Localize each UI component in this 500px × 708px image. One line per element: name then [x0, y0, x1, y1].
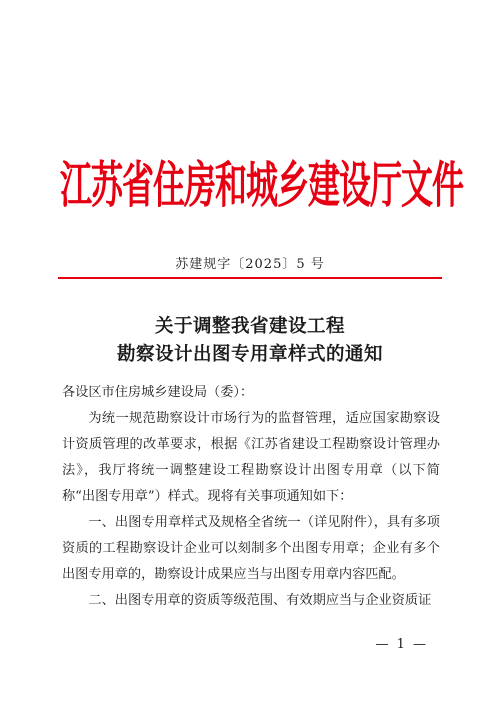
page-number: — 1 —: [375, 637, 428, 652]
paragraph-intro: 为统一规范勘察设计市场行为的监督管理，适应国家勘察设计资质管理的改革要求，根据《江苏省建设工程勘察设计管理办法》，我厅将统一调整建设工程勘察设计出图专用章（以下简称“出图专用章”）样式。现将有关事项通知如下：: [62, 411, 440, 504]
body-paragraphs: [62, 406, 440, 614]
paragraph-item-1: 一、出图专用章样式及规格全省统一（详见附件），具有多项资质的工程勘察设计企业可以刻制多个出图专用章；企业有多个出图专用章的，勘察设计成果应当与出图专用章内容匹配。: [62, 515, 440, 582]
document-masthead: 江苏省住房和城乡建设厅文件: [60, 155, 464, 215]
paragraph-item-2: 二、出图专用章的资质等级范围、有效期应当与企业资质证: [88, 593, 432, 608]
title-line-1: 关于调整我省建设工程: [154, 316, 345, 337]
title-line-2: 勘察设计出图专用章样式的通知: [116, 344, 383, 365]
document-number: 苏建规字〔2025〕5 号: [175, 257, 325, 272]
red-divider-line: [58, 277, 442, 279]
salutation: 各设区市住房城乡建设局（委）：: [62, 385, 254, 400]
